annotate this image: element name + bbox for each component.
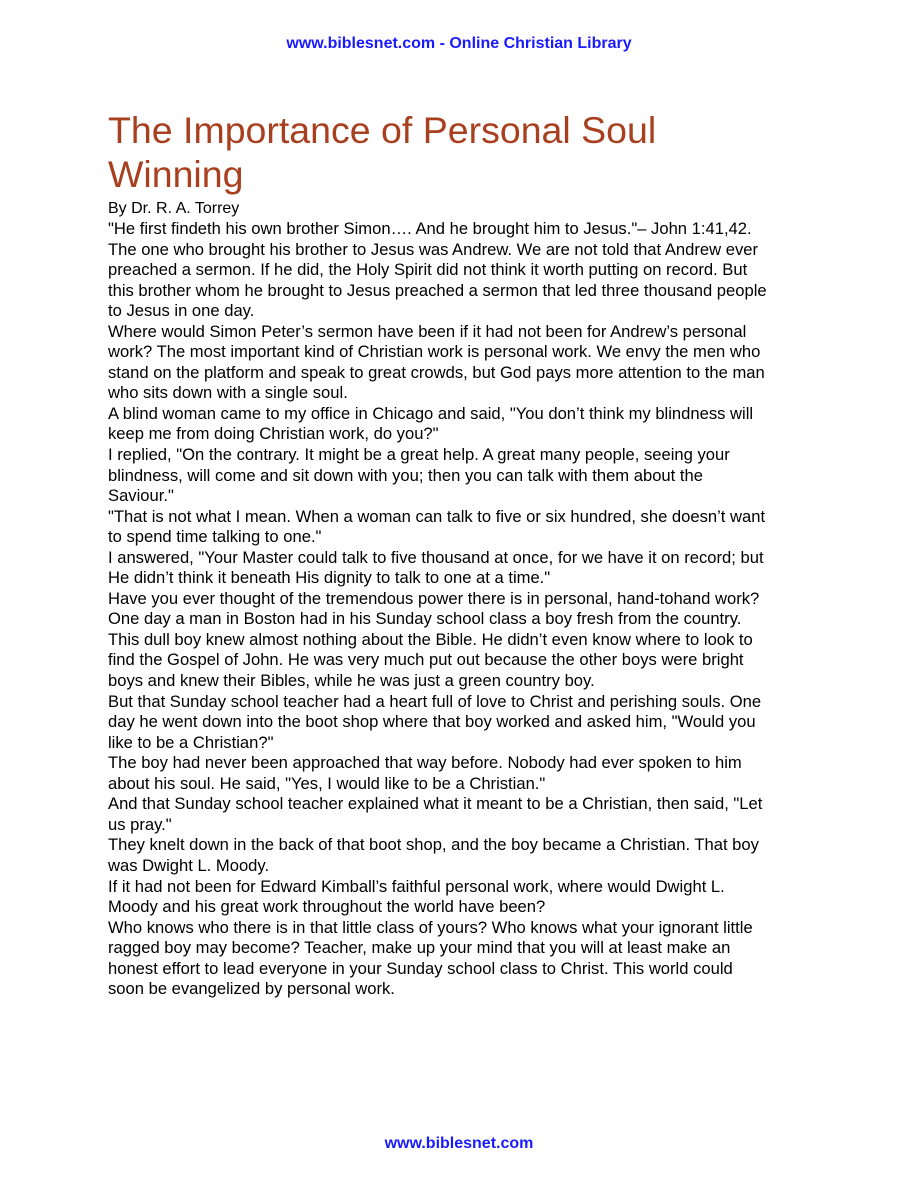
paragraph: I answered, "Your Master could talk to five thousand at once, for we have it on record; but He didn’t think it beneath His dignity to talk to one at a time." [108, 547, 764, 588]
article-byline: By Dr. R. A. Torrey [108, 200, 240, 217]
paragraph: Have you ever thought of the tremendous power there is in personal, hand-tohand work? [108, 588, 760, 608]
paragraph: Who knows who there is in that little class of yours? Who knows what your ignorant little ragged boy may become? Teacher, make up your mind that you will at least make an honest effort to lead everyone in your Sunday school class to Christ. This world could soon be evangelized by personal work. [108, 917, 753, 999]
site-header[interactable]: www.biblesnet.com - Online Christian Library [286, 35, 632, 52]
paragraph: And that Sunday school teacher explained what it meant to be a Christian, then said, "Let us pray." [108, 794, 763, 834]
article-body [108, 219, 773, 1000]
paragraph: "That is not what I mean. When a woman can talk to five or six hundred, she doesn’t want to spend time talking to one." [108, 506, 766, 547]
paragraph: One day a man in Boston had in his Sunday school class a boy fresh from the country. This dull boy knew almost nothing about the Bible. He didn’t even know where to look to find the Gospel of John. He was very much put out because the other boys were bright boys and knew their Bibles, while he was just a green country boy. [108, 609, 753, 691]
paragraph: The one who brought his brother to Jesus was Andrew. We are not told that Andrew ever preached a sermon. If he did, the Holy Spirit did not think it worth putting on record. But this brother whom he brought to Jesus preached a sermon that led three thousand people to Jesus in one day. [108, 239, 767, 321]
paragraph: I replied, "On the contrary. It might be a great help. A great many people, seeing your blindness, will come and sit down with you; then you can talk with them about the Saviour." [108, 445, 730, 506]
article [108, 108, 773, 1000]
paragraph: A blind woman came to my office in Chicago and said, "You don’t think my blindness will keep me from doing Christian work, do you?" [108, 403, 754, 444]
article-title: The Importance of Personal Soul Winning [108, 109, 657, 195]
paragraph: If it had not been for Edward Kimball’s faithful personal work, where would Dwight L. Moody and his great work throughout the world have been? [108, 876, 725, 917]
paragraph: The boy had never been approached that way before. Nobody had ever spoken to him about his soul. He said, "Yes, I would like to be a Christian." [108, 753, 742, 793]
paragraph: They knelt down in the back of that boot shop, and the boy became a Christian. That boy was Dwight L. Moody. [108, 835, 759, 875]
paragraph: Where would Simon Peter’s sermon have been if it had not been for Andrew’s personal work? The most important kind of Christian work is personal work. We envy the men who stand on the platform and speak to great crowds, but God pays more attention to the man who sits down with a single soul. [108, 321, 765, 403]
paragraph: But that Sunday school teacher had a heart full of love to Christ and perishing souls. One day he went down into the boot shop where that boy worked and asked him, "Would you like to be a Christian?" [108, 691, 762, 752]
paragraph-scripture-quote: "He first findeth his own brother Simon…. And he brought him to Jesus."– John 1:41,42. [108, 219, 752, 238]
site-footer[interactable]: www.biblesnet.com [384, 1135, 534, 1152]
